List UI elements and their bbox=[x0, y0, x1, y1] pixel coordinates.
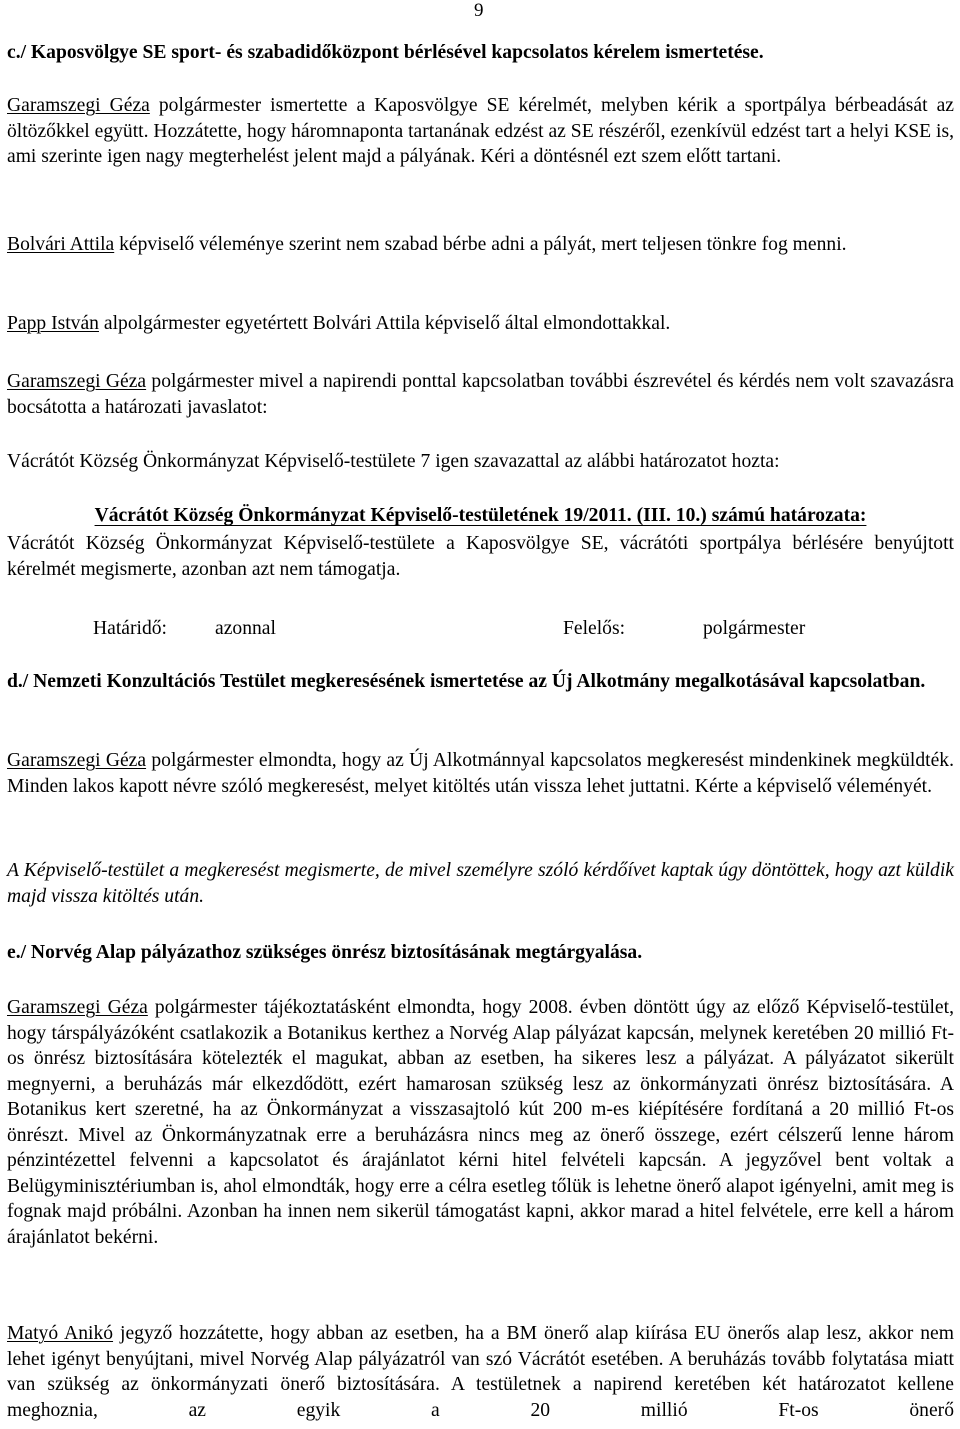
paragraph-text: polgármester tájékoztatásként elmondta, hogy 2008. évben döntött úgy az előző Képviselő-testület, hogy társpályázóként csatlakozik a Botanikus kerthez a Norvég Alap pályázat kapcsán, melynek keretében 20 millió Ft-os önrész biztosítására kötelezték el magukat, abban az esetben, ha sikeres lesz a pályázat. A pályázatot sikerült megnyerni, a beruházás már elkezdődött, ezért hamarosan szükség lesz az önkormányzati önrész biztosítására. A Botanikus kert szeretné, ha az Önkormányzat a visszasajtoló kút 200 m-es kiépítésére fordítaná a 20 millió Ft-os önrészt. Mivel az Önkormányzatnak erre a beruházásra nincs meg az önerő összege, ezért célszerű lenne három pénzintézettel felvenni a kapcsolatot és árajánlatot kérni hitel felvételi kapcsán. A jegyzővel bent voltak a Belügyminisztériumban is, ahol elmondták, hogy erre a célra esetleg tőlük is lehetne önerő alapot igényelni, amit meg is fognak majd próbálni. Azonban ha innen nem sikerül támogatást kapni, akkor marad a hitel felvétele, erre kell a három árajánlatot bekérni. bbox=[7, 997, 954, 1248]
paragraph-text: jegyző hozzátette, hogy abban az esetben, ha a BM önerő alap kiírása EU önerős alap lesz, akkor nem lehet igényt benyújtani, mivel Norvég Alap pályázatról van szó Vácrátót esetében. A beruházás tovább folytatása miatt van szükség az önkormányzati önerő biztosítására. A testületnek a napirend keretében két határozatot kellene meghoznia, az egyik a 20 millió Ft-os önerő bbox=[7, 1323, 954, 1421]
responsible-value: polgármester bbox=[703, 618, 806, 639]
speaker-name: Garamszegi Géza bbox=[7, 997, 148, 1018]
section-c-heading: c./ Kaposvölgye SE sport- és szabadidőközpont bérlésével kapcsolatos kérelem ismertetése. bbox=[7, 42, 764, 63]
paragraph-text: polgármester elmondta, hogy az Új Alkotmánnyal kapcsolatos megkeresést mindenkinek megküldték. Minden lakos kapott névre szóló megkeresést, melyet kitöltés után vissza lehet juttatni. Kérte a képviselő véleményét. bbox=[7, 750, 954, 797]
speaker-name: Garamszegi Géza bbox=[7, 750, 147, 771]
section-d-decision: A Képviselő-testület a megkeresést megismerte, de mivel személyre szóló kérdőívet kaptak úgy döntöttek, hogy azt küldik majd vissza kitöltés után. bbox=[7, 860, 954, 907]
vote-result: Vácrátót Község Önkormányzat Képviselő-testülete 7 igen szavazattal az alábbi határozatot hozta: bbox=[7, 451, 780, 472]
resolution-title: Vácrátót Község Önkormányzat Képviselő-testületének 19/2011. (III. 10.) számú határozata: bbox=[94, 505, 867, 526]
section-e-paragraph-2 bbox=[7, 1321, 954, 1423]
paragraph-text: alpolgármester egyetértett Bolvári Attila képviselő által elmondottakkal. bbox=[98, 313, 671, 334]
speaker-name: Bolvári Attila bbox=[7, 234, 115, 255]
section-e-heading: e./ Norvég Alap pályázathoz szükséges önrész biztosításának megtárgyalása. bbox=[7, 942, 643, 963]
resolution-text: Vácrátót Község Önkormányzat Képviselő-testülete a Kaposvölgye SE, vácrátóti sportpálya bérlésére benyújtott kérelmét megismerte, azonban azt nem támogatja. bbox=[7, 533, 954, 580]
speaker-name: Garamszegi Géza bbox=[7, 95, 150, 116]
page-number: 9 bbox=[474, 0, 484, 21]
speaker-name: Matyó Anikó bbox=[7, 1323, 114, 1344]
section-c-paragraph-3 bbox=[7, 311, 954, 337]
section-e-paragraph-1 bbox=[7, 995, 954, 1250]
speaker-name: Garamszegi Géza bbox=[7, 371, 147, 392]
paragraph-text: képviselő véleménye szerint nem szabad bérbe adni a pályát, mert teljesen tönkre fog menni. bbox=[114, 234, 847, 255]
paragraph-text: polgármester mivel a napirendi ponttal kapcsolatban további észrevétel és kérdés nem volt szavazásra bocsátotta a határozati javaslatot: bbox=[7, 371, 954, 418]
speaker-name: Papp István bbox=[7, 313, 99, 334]
section-c-paragraph-2 bbox=[7, 232, 954, 258]
section-c-paragraph-1 bbox=[7, 93, 954, 170]
section-d-heading: d./ Nemzeti Konzultációs Testület megkeresésének ismertetése az Új Alkotmány megalkotásával kapcsolatban. bbox=[7, 671, 926, 692]
section-c-paragraph-4 bbox=[7, 369, 954, 420]
deadline-label: Határidő: bbox=[93, 618, 167, 639]
responsible-label: Felelős: bbox=[563, 618, 626, 639]
paragraph-text: polgármester ismertette a Kaposvölgye SE kérelmét, melyben kérik a sportpálya bérbeadását az öltözőkkel együtt. Hozzátette, hogy háromnaponta tartanának edzést az SE részéről, ezenkívül edzést tart a helyi KSE is, ami szerinte igen nagy megterhelést jelent majd a pályának. Kéri a döntésnél ezt szem előtt tartani. bbox=[7, 95, 954, 167]
section-d-paragraph-1 bbox=[7, 748, 954, 799]
deadline-value: azonnal bbox=[215, 618, 276, 639]
